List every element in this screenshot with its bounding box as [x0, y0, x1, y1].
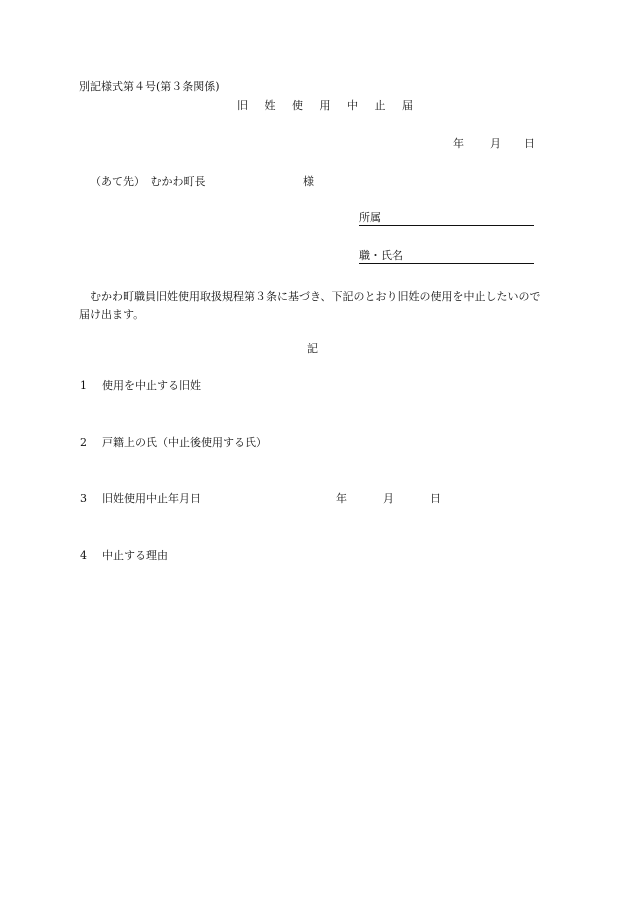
name-label: 職・氏名: [359, 249, 403, 262]
date-month-label: 月: [490, 137, 501, 150]
addressee: （あて先） むかわ町長: [90, 175, 206, 188]
affiliation-label: 所属: [359, 211, 381, 224]
honorific: 様: [303, 175, 314, 188]
name-field: [359, 250, 534, 264]
item-label: 旧姓使用中止年月日: [102, 492, 201, 505]
affiliation-field: [359, 212, 534, 226]
item-label: 使用を中止する旧姓: [102, 379, 201, 392]
item-number: 2: [80, 436, 87, 449]
item-label: 中止する理由: [102, 549, 168, 562]
list-item: [80, 380, 201, 391]
form-number: 別記様式第４号(第３条関係): [79, 80, 220, 93]
item-label: 戸籍上の氏（中止後使用する氏）: [102, 436, 267, 449]
item3-day-label: 日: [430, 492, 441, 505]
item-number: 1: [80, 379, 87, 392]
ki-heading: 記: [307, 342, 318, 355]
list-item: [80, 493, 201, 504]
body-paragraph: むかわ町職員旧姓使用取扱規程第３条に基づき、下記のとおり旧姓の使用を中止したいので届け出ます。: [79, 290, 541, 321]
item-number: 3: [80, 492, 87, 505]
date-year-label: 年: [453, 137, 464, 150]
document-title: 旧 姓 使 用 中 止 届: [237, 99, 415, 112]
list-item: [80, 437, 267, 448]
item3-year-label: 年: [336, 492, 347, 505]
date-day-label: 日: [524, 137, 535, 150]
list-item: [80, 550, 168, 561]
item3-month-label: 月: [383, 492, 394, 505]
item-number: 4: [80, 549, 87, 562]
